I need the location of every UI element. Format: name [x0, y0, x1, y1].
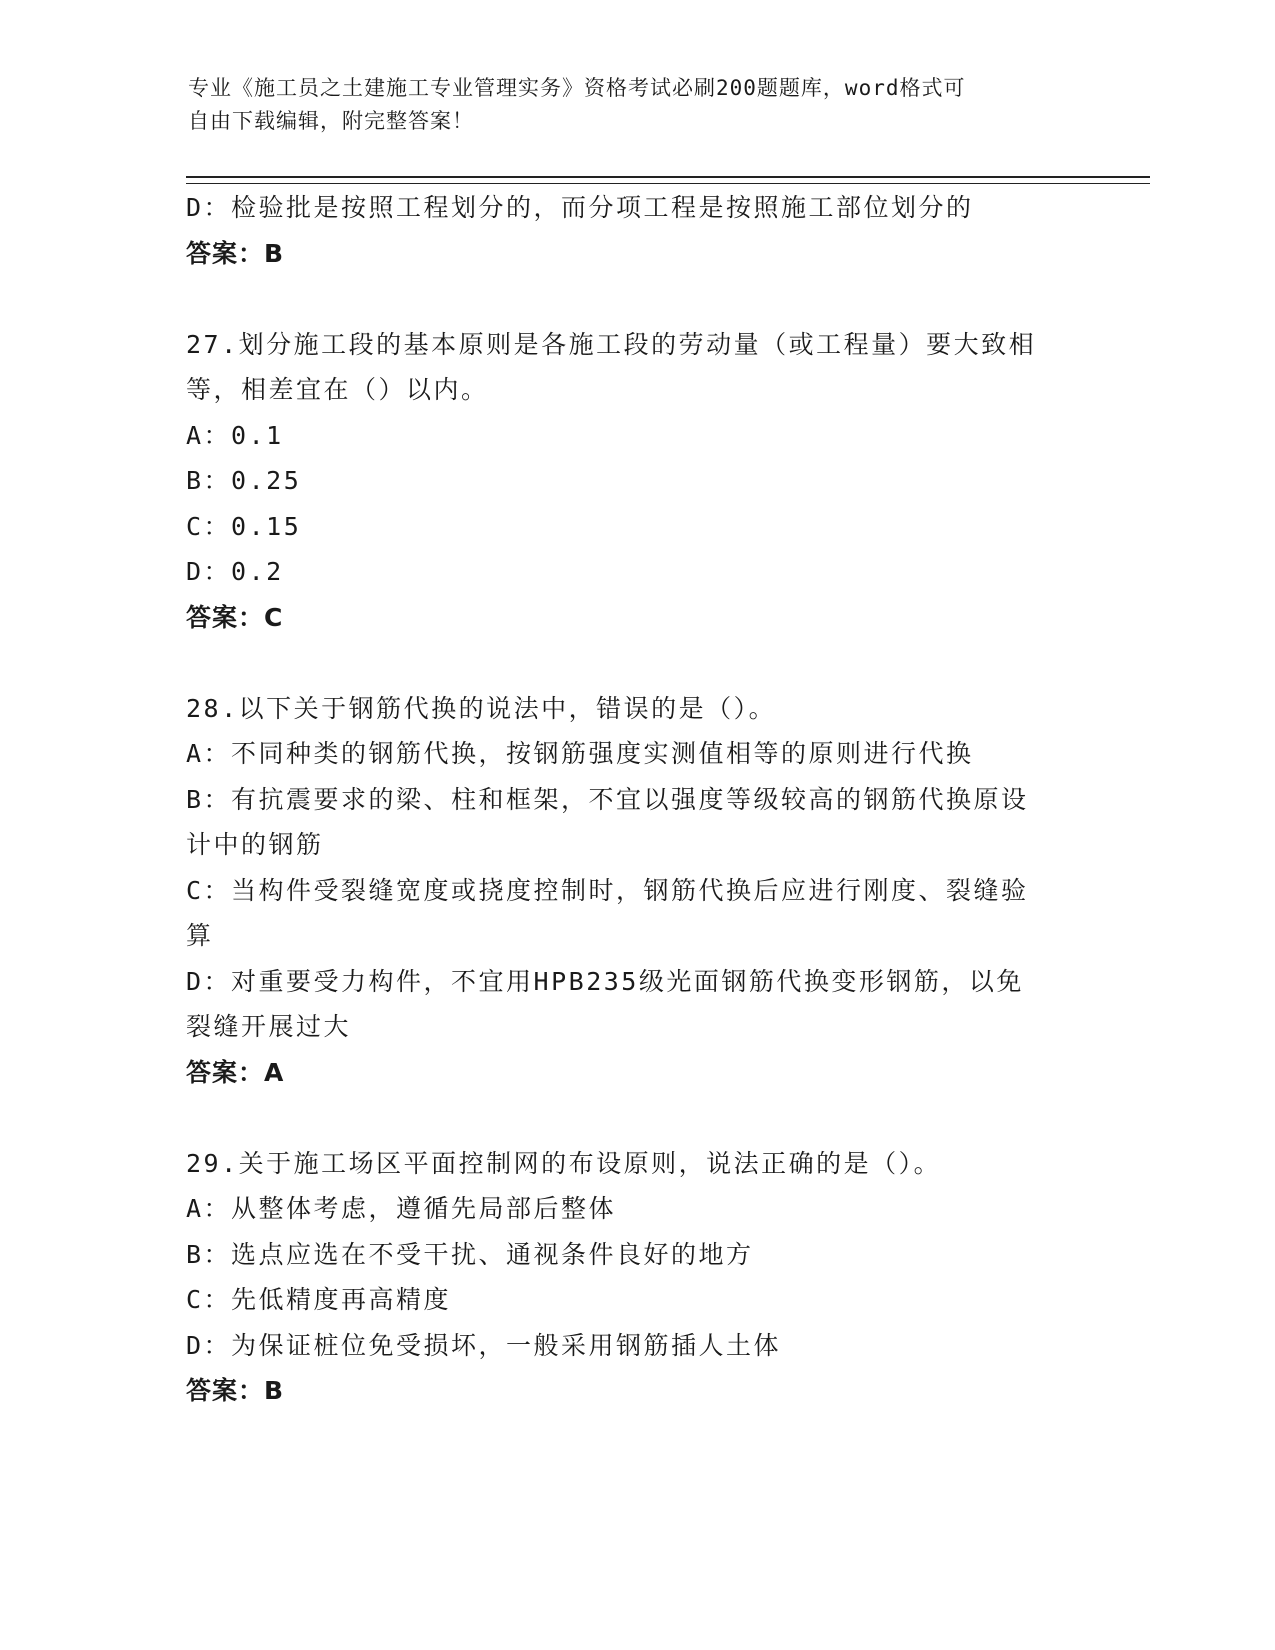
question-text-line: B：有抗震要求的梁、柱和框架，不宜以强度等级较高的钢筋代换原设: [186, 784, 1029, 814]
question-list: [186, 185, 1086, 1414]
question-text-line: D：为保证桩位免受损坏，一般采用钢筋插人土体: [186, 1330, 782, 1360]
question-text-line: 28.以下关于钢筋代换的说法中，错误的是（）。: [186, 693, 777, 723]
header-divider-thin: [186, 183, 1150, 184]
question-block: [186, 322, 1086, 641]
question-text-line: A：0.1: [186, 420, 284, 450]
header-line-1: 专业《施工员之土建施工专业管理实务》资格考试必刷200题题库，word格式可: [188, 76, 966, 100]
question-text-line: D：0.2: [186, 557, 284, 586]
block-spacer: [186, 276, 1086, 322]
answer-line: 答案：B: [186, 238, 285, 268]
question-text-line: D：检验批是按照工程划分的，而分项工程是按照施工部位划分的: [186, 193, 974, 222]
question-text-line: B：0.25: [186, 466, 302, 495]
question-block: [186, 1141, 1086, 1414]
block-spacer: [186, 640, 1086, 686]
question-block: [186, 185, 1086, 276]
header-line-2: 自由下载编辑，附完整答案！: [188, 109, 474, 133]
block-spacer: [186, 1095, 1086, 1141]
question-text-line: B：选点应选在不受干扰、通视条件良好的地方: [186, 1239, 754, 1269]
answer-line: 答案：B: [186, 1376, 285, 1405]
question-text-line: C：当构件受裂缝宽度或挠度控制时，钢筋代换后应进行刚度、裂缝验: [186, 875, 1029, 905]
document-header: [188, 72, 1068, 138]
answer-line: 答案：A: [186, 1057, 285, 1087]
question-text-line: C：先低精度再高精度: [186, 1285, 452, 1314]
question-text-line: 27.划分施工段的基本原则是各施工段的劳动量（或工程量）要大致相: [186, 329, 1037, 359]
question-text-line: D：对重要受力构件，不宜用HPB235级光面钢筋代换变形钢筋，以免: [186, 966, 1024, 996]
question-text-line: A：从整体考虑，遵循先局部后整体: [186, 1194, 617, 1223]
question-text-line: 算: [186, 921, 214, 950]
question-text-line: 29.关于施工场区平面控制网的布设原则，说法正确的是（）。: [186, 1148, 942, 1178]
question-text-line: A：不同种类的钢筋代换，按钢筋强度实测值相等的原则进行代换: [186, 739, 974, 768]
header-divider-thick: [186, 176, 1150, 178]
question-block: [186, 686, 1086, 1096]
question-text-line: 裂缝开展过大: [186, 1012, 352, 1041]
answer-line: 答案：C: [186, 602, 284, 632]
question-text-line: C：0.15: [186, 511, 302, 541]
question-text-line: 计中的钢筋: [186, 830, 324, 859]
question-text-line: 等，相差宜在（）以内。: [186, 375, 489, 404]
